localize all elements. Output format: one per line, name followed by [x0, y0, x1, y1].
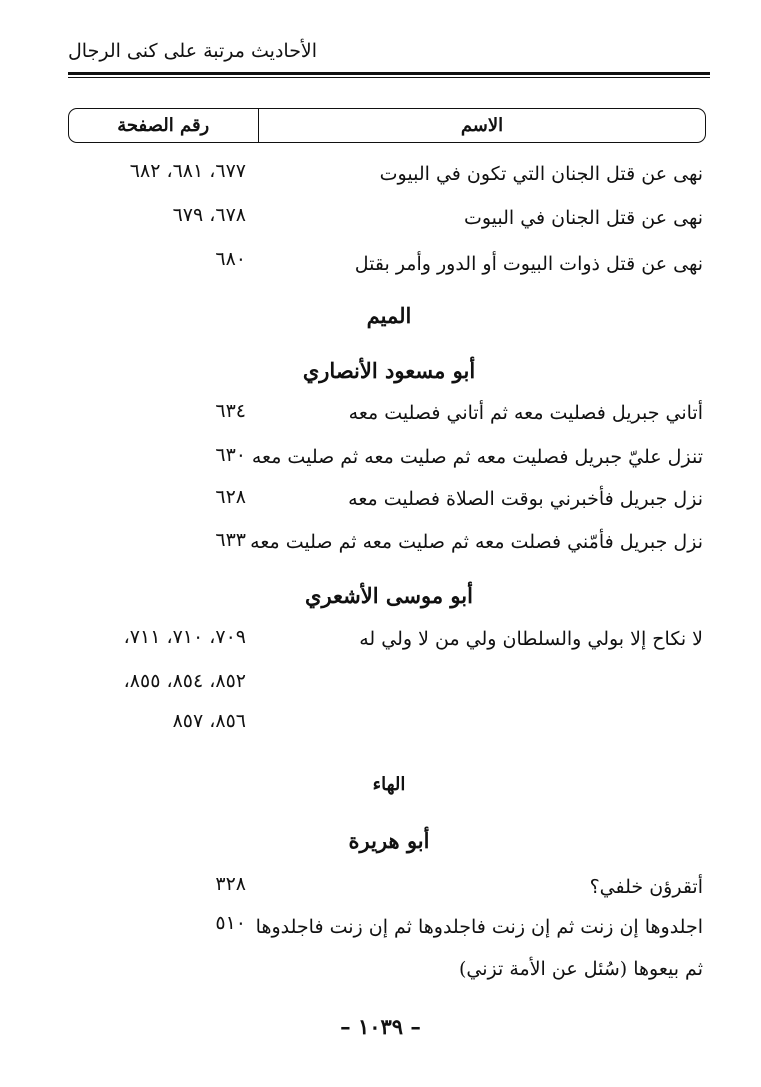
letter-section-heading: الهاء [372, 774, 406, 795]
narrator-heading: أبو موسى الأشعري [305, 583, 473, 608]
page-references: ٥١٠ [215, 912, 246, 934]
column-header-page-number: رقم الصفحة [117, 115, 210, 136]
page-references: ٦٣٤ [215, 400, 246, 422]
hadith-entry: نهى عن قتل الجنان التي تكون في البيوت [379, 163, 703, 185]
page-references: ٧٠٩، ٧١٠، ٧١١، [123, 626, 246, 648]
hadith-entry: أتقرؤن خلفي؟ [589, 876, 703, 898]
hadith-entry: تنزل عليّ جبريل فصليت معه ثم صليت معه ثم صليت معه [251, 446, 703, 468]
hadith-entry: نهى عن قتل الجنان في البيوت [463, 207, 703, 229]
hadith-entry: أتاني جبريل فصليت معه ثم أتاني فصليت معه [348, 402, 703, 424]
running-head: الأحاديث مرتبة على كنى الرجال [68, 40, 318, 62]
hadith-entry: نهى عن قتل ذوات البيوت أو الدور وأمر بقتل [354, 253, 703, 275]
header-rule-thick [68, 72, 710, 75]
narrator-heading: أبو مسعود الأنصاري [302, 358, 476, 383]
hadith-entry: اجلدوها إن زنت ثم إن زنت فاجلدوها ثم إن زنت فاجلدوها [255, 916, 703, 938]
page-references: ٦٢٨ [215, 486, 246, 508]
page-references-continued: ٨٥٢، ٨٥٤، ٨٥٥، [123, 670, 246, 692]
page-references: ٦٨٠ [215, 248, 246, 270]
hadith-entry: نزل جبريل فأخبرني بوقت الصلاة فصليت معه [348, 488, 703, 510]
column-divider [258, 109, 260, 142]
header-rule-thin [68, 77, 710, 78]
hadith-entry: لا نكاح إلا بولي والسلطان ولي من لا ولي له [359, 628, 703, 650]
letter-section-heading: الميم [366, 303, 412, 328]
page-references: ٦٧٧، ٦٨١، ٦٨٢ [129, 160, 246, 182]
table-header [68, 108, 706, 143]
hadith-entry: نزل جبريل فأمّني فصلت معه ثم صليت معه ثم صليت معه [250, 531, 703, 553]
page-number: – ١٠٣٩ – [340, 1014, 421, 1039]
column-header-name: الاسم [460, 115, 504, 136]
page-references: ٣٢٨ [215, 873, 246, 895]
page-references: ٦٣٠ [215, 444, 246, 466]
page-references: ٦٣٣ [215, 529, 246, 551]
page-references-continued: ٨٥٦، ٨٥٧ [172, 710, 246, 732]
hadith-entry-continued: ثم بيعوها (سُئل عن الأمة تزني) [459, 958, 703, 980]
page-references: ٦٧٨، ٦٧٩ [172, 204, 246, 226]
narrator-heading: أبو هريرة [348, 828, 430, 853]
